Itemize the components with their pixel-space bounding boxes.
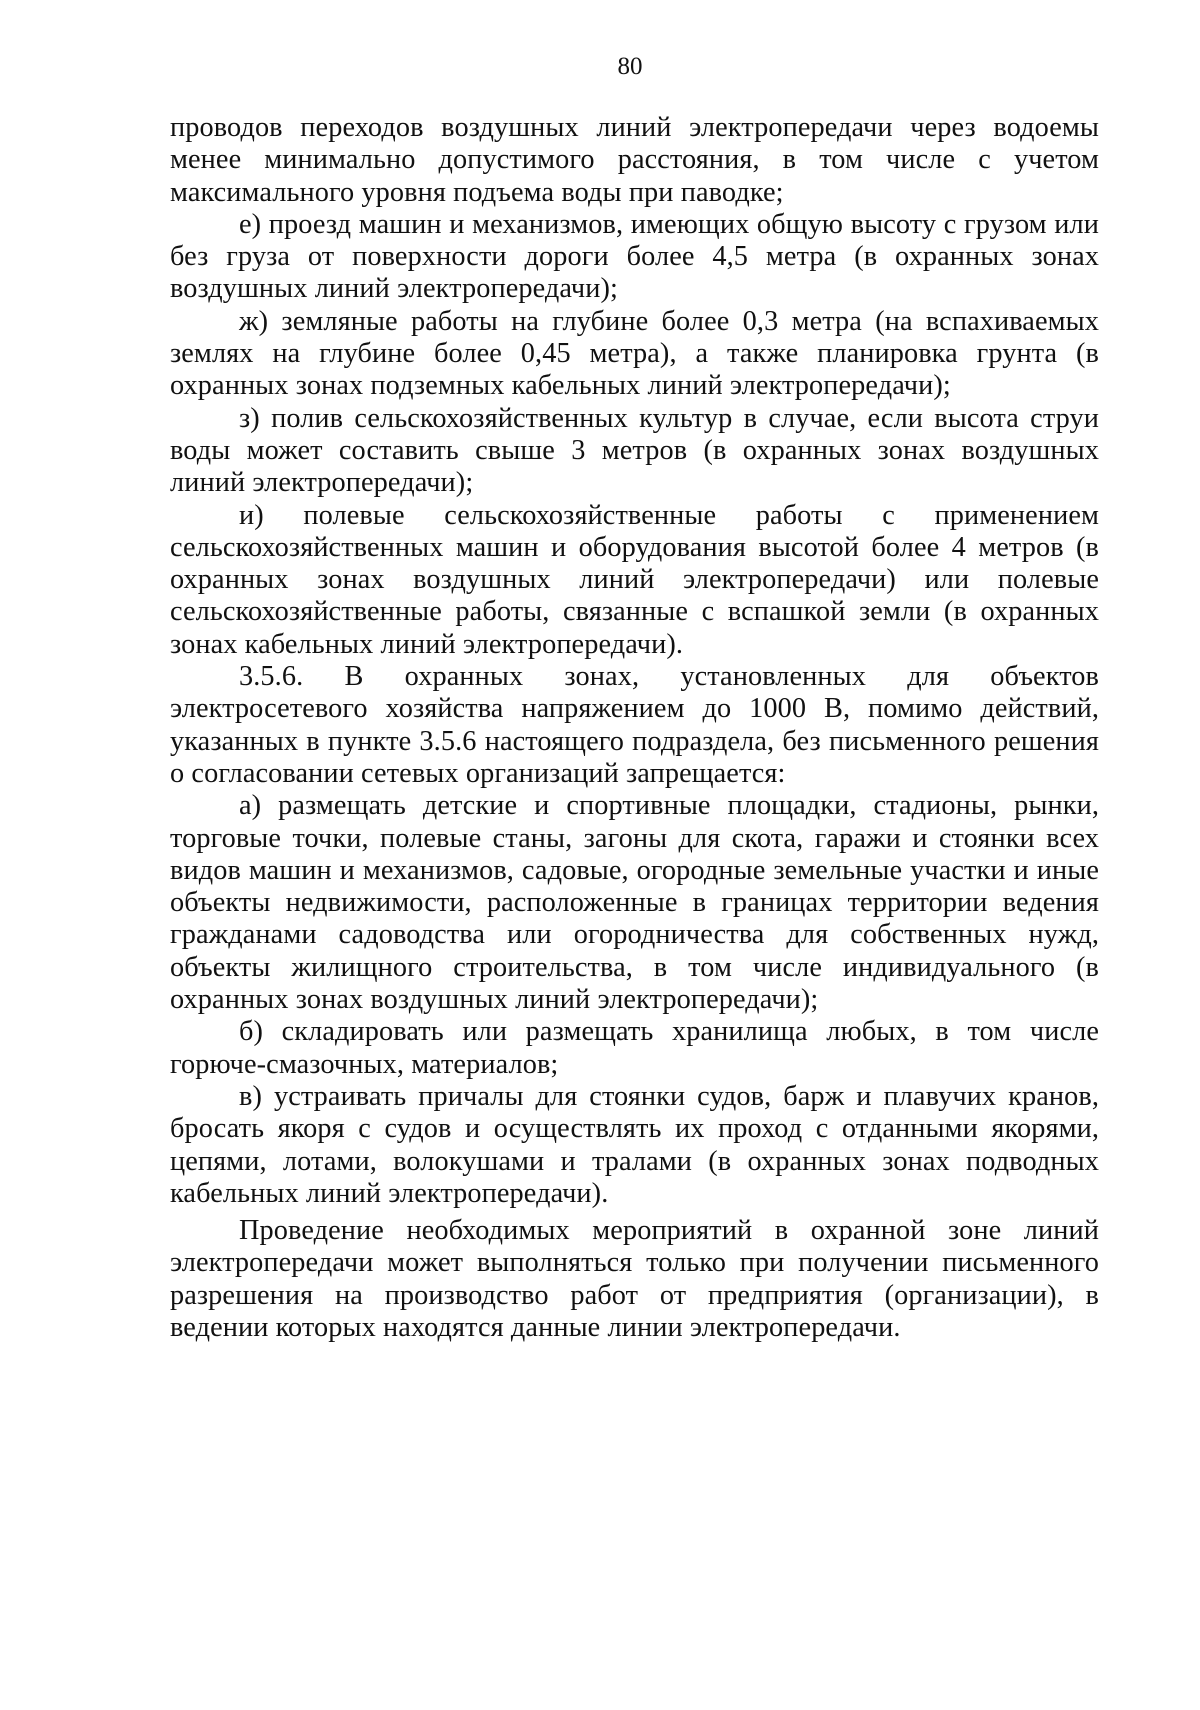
paragraph-item-b: б) складировать или размещать хранилища любых, в том числе горюче-смазочных, материалов; bbox=[170, 1016, 1099, 1080]
paragraph-item-i: и) полевые сельскохозяйственные работы с применением сельскохозяйственных машин и оборудования высотой более 4 метров (в охранных зонах воздушных линий электропередачи) или полевые сельскохозяйственные работы, связанные с вспашкой земли (в охранных зонах кабельных линий электропередачи). bbox=[170, 499, 1099, 660]
paragraph-continuation: проводов переходов воздушных линий электропередачи через водоемы менее минимально допустимого расстояния, в том числе с учетом максимального уровня подъема воды при паводке; bbox=[170, 112, 1099, 208]
paragraph-section-3-5-6: 3.5.6. В охранных зонах, установленных для объектов электросетевого хозяйства напряжением до 1000 В, помимо действий, указанных в пункте 3.5.6 настоящего подраздела, без письменного решения о согласовании сетевых организаций запрещается: bbox=[170, 661, 1099, 789]
page-number: 80 bbox=[617, 53, 643, 80]
paragraph-item-z: з) полив сельскохозяйственных культур в случае, если высота струи воды может составить свыше 3 метров (в охранных зонах воздушных линий электропередачи); bbox=[170, 402, 1099, 499]
paragraph-item-v: в) устраивать причалы для стоянки судов, барж и плавучих кранов, бросать якоря с судов и осуществлять их проход с отданными якорями, цепями, лотами, волокушами и тралами (в охранных зонах подводных кабельных линий электропередачи). bbox=[170, 1080, 1099, 1209]
document-body bbox=[170, 112, 1099, 1344]
paragraph-closing: Проведение необходимых мероприятий в охранной зоне линий электропередачи может выполняться только при получении письменного разрешения на производство работ от предприятия (организации), в ведении которых находятся данные линии электропередачи. bbox=[170, 1215, 1099, 1343]
paragraph-item-e: е) проезд машин и механизмов, имеющих общую высоту с грузом или без груза от поверхности дороги более 4,5 метра (в охранных зонах воздушных линий электропередачи); bbox=[170, 208, 1099, 305]
paragraph-item-zh: ж) земляные работы на глубине более 0,3 метра (на вспахиваемых землях на глубине более 0,45 метра), а также планировка грунта (в охранных зонах подземных кабельных линий электропередачи); bbox=[170, 305, 1099, 402]
paragraph-item-a: а) размещать детские и спортивные площадки, стадионы, рынки, торговые точки, полевые станы, загоны для скота, гаражи и стоянки всех видов машин и механизмов, садовые, огородные земельные участки и иные объекты недвижимости, расположенные в границах территории ведения гражданами садоводства или огородничества для собственных нужд, объекты жилищного строительства, в том числе индивидуального (в охранных зонах воздушных линий электропередачи); bbox=[170, 790, 1099, 1016]
